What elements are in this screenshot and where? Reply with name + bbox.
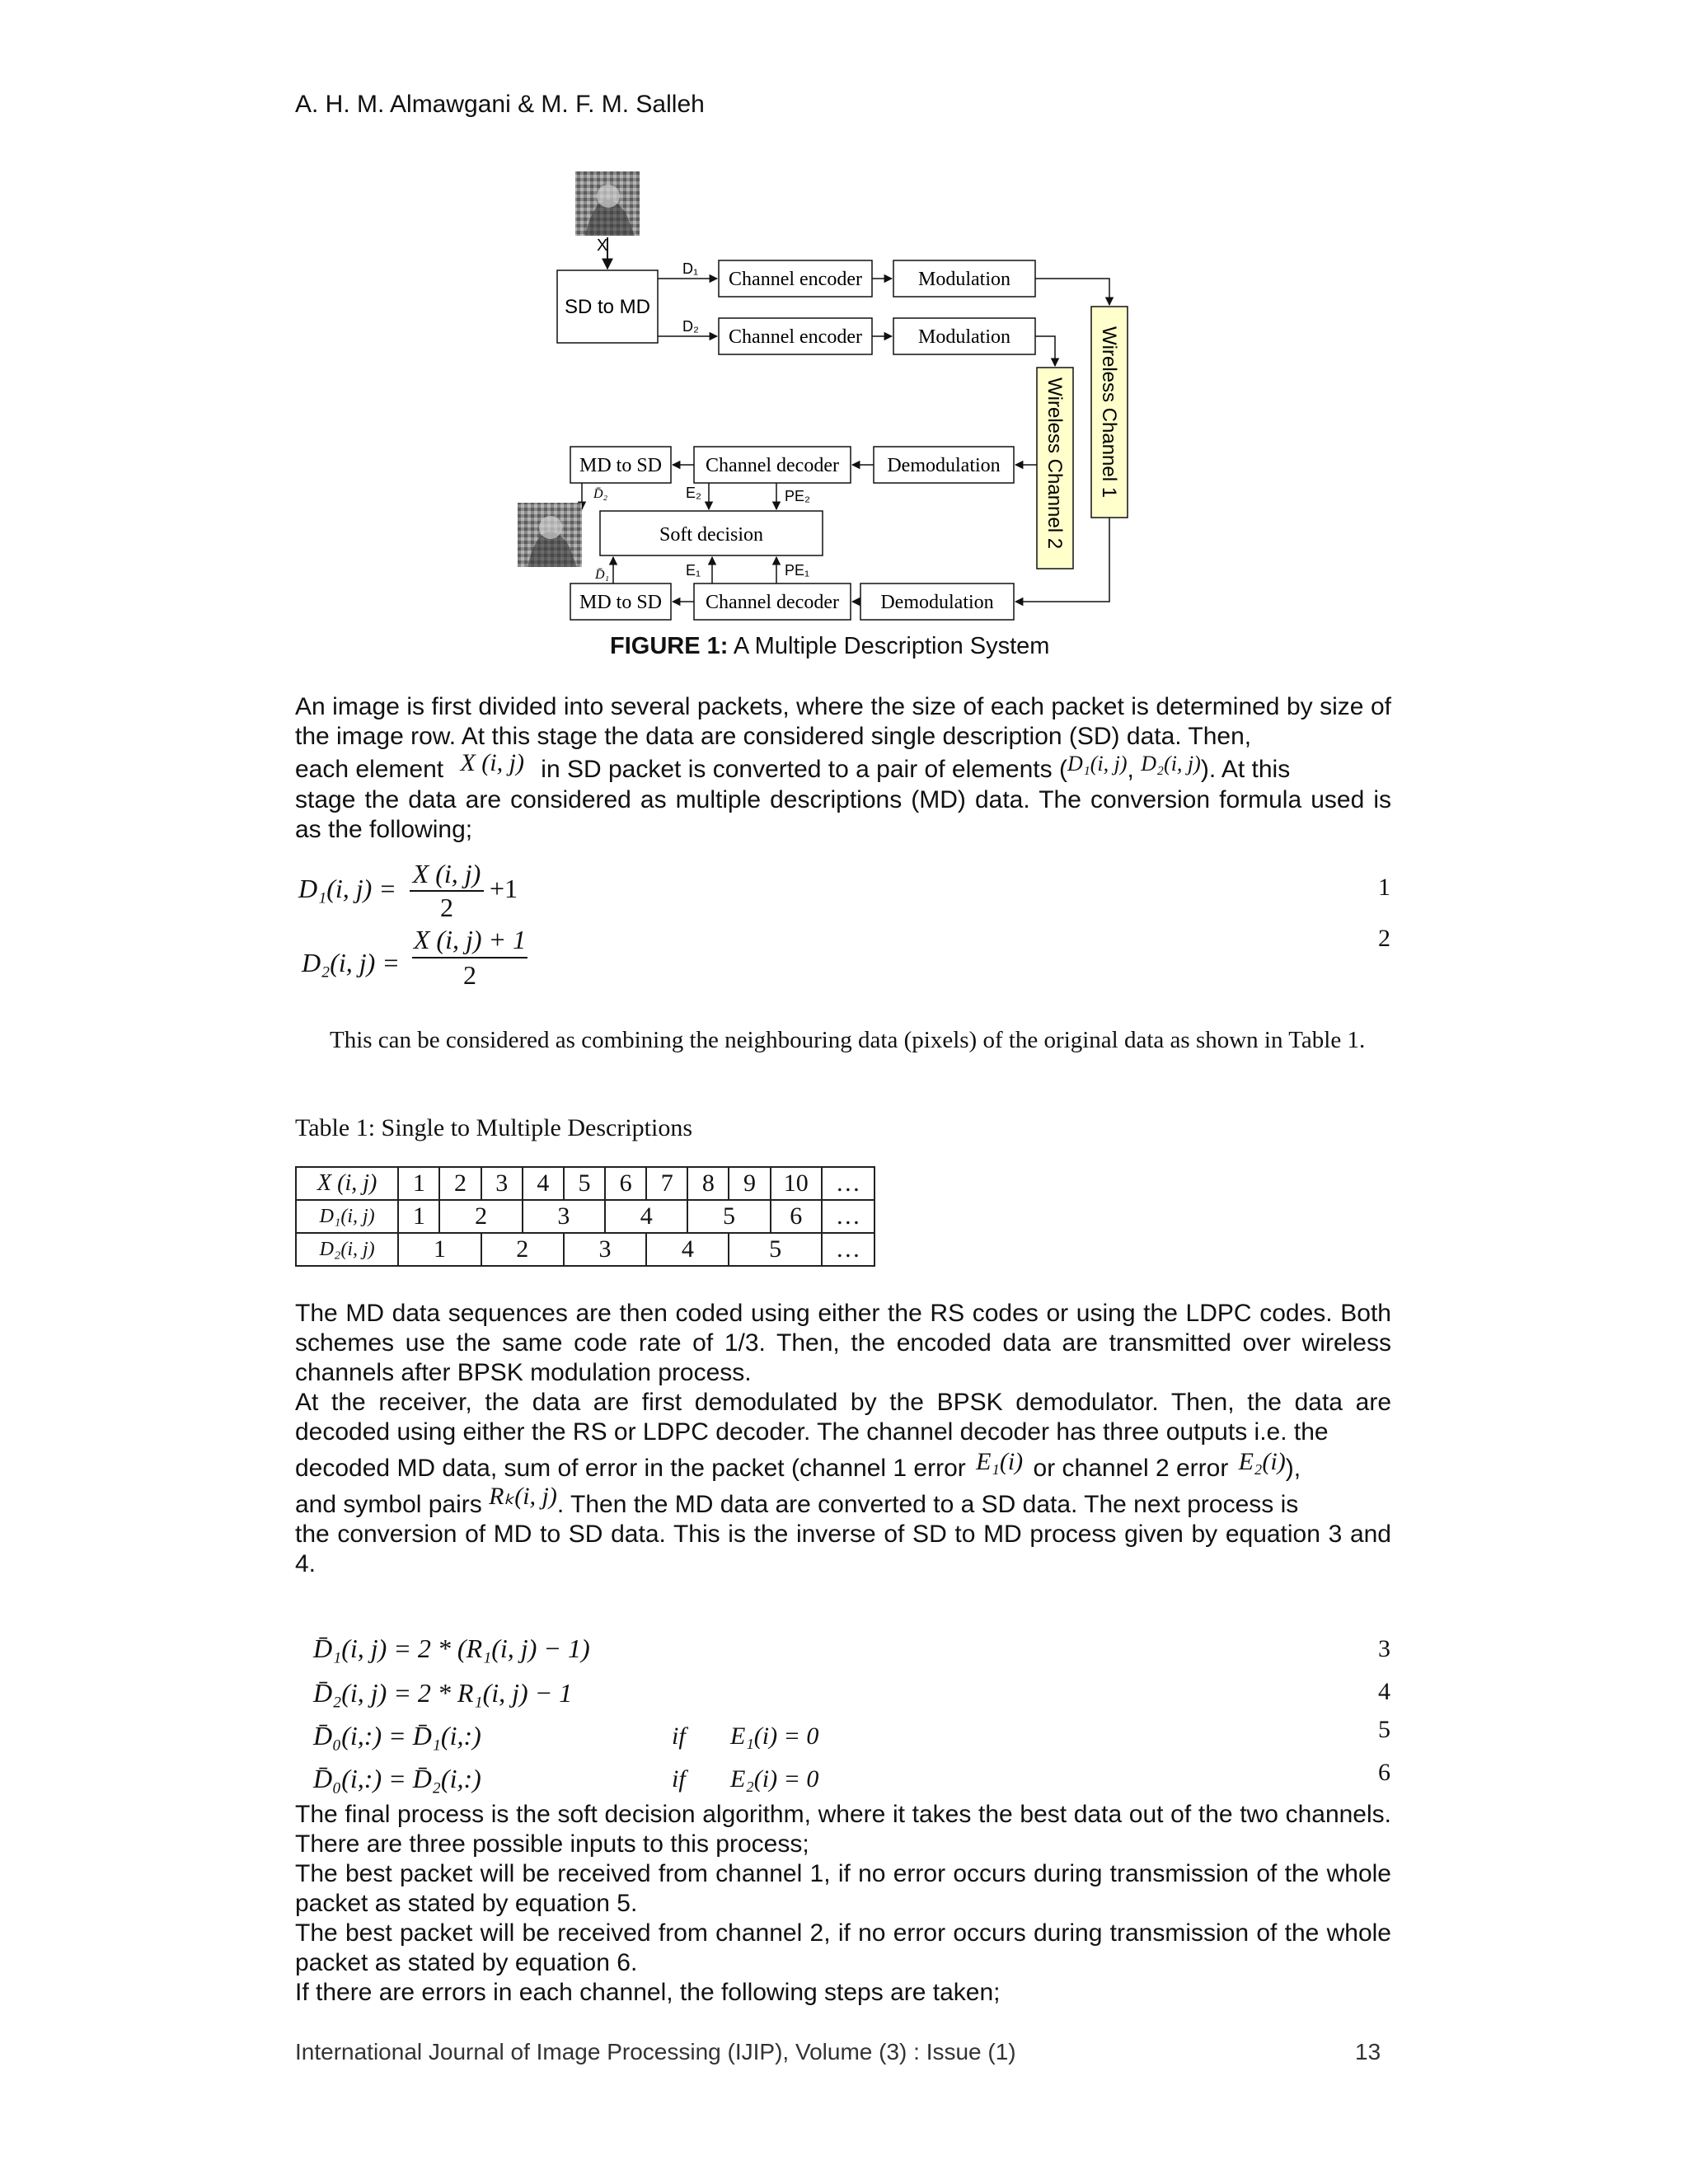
pe2-label: PE₂	[785, 488, 810, 504]
table-cell: 2	[481, 1233, 564, 1266]
paragraph-receiver-rest: the conversion of MD to SD data. This is the inverse of SD to MD process given by equation 3 and 4.	[295, 1521, 1391, 1577]
text-close: ),	[1285, 1455, 1301, 1482]
eq1-fraction	[410, 859, 484, 923]
table-cell: 3	[523, 1200, 605, 1233]
md-to-sd-bottom-label: MD to SD	[579, 592, 663, 613]
equation-3: D̄₁(i, j) = 2 * (R₁(i, j) − 1)	[313, 1633, 590, 1663]
eq5-condition: E₁(i) = 0	[730, 1722, 819, 1750]
soft-decision-label: Soft decision	[659, 524, 763, 546]
math-e2: E₂(i)	[1238, 1448, 1286, 1475]
figure-caption-label: FIGURE 1:	[610, 633, 729, 659]
eq1-tail: +1	[490, 874, 518, 903]
equation-4: D̄₂(i, j) = 2 * R₁(i, j) − 1	[313, 1678, 573, 1708]
channel-decoder-bottom-label: Channel decoder	[706, 592, 839, 613]
table-row-label: D₁(i, j)	[296, 1200, 398, 1233]
math-d1-ij: D₁(i, j)	[1067, 752, 1128, 776]
paragraph-intro	[295, 692, 1391, 845]
channel-decoder-top-label: Channel decoder	[706, 455, 839, 476]
eq6-condition: E₂(i) = 0	[730, 1765, 819, 1793]
footer-page-number: 13	[1355, 2039, 1381, 2064]
eq6-number: 6	[1378, 1759, 1390, 1786]
table-cell: 1	[398, 1200, 439, 1233]
table-cell: 6	[605, 1167, 646, 1200]
table-row-d1	[296, 1200, 874, 1233]
paragraph-intro-rest: stage the data are considered as multiple descriptions (MD) data. The conversion formula used is as the following;	[295, 786, 1391, 843]
table-cell: 9	[729, 1167, 770, 1200]
modulation-2-label: Modulation	[918, 326, 1010, 348]
table-cell: 6	[771, 1200, 822, 1233]
table-1-caption: Table 1: Single to Multiple Descriptions	[295, 1114, 693, 1141]
eq5-number: 5	[1378, 1716, 1390, 1743]
running-header: A. H. M. Almawgani & M. F. M. Salleh	[295, 91, 705, 118]
table-cell: 3	[481, 1167, 523, 1200]
text-comma: ,	[1127, 756, 1134, 783]
table-cell: 7	[646, 1167, 687, 1200]
table-cell: …	[822, 1233, 874, 1266]
paragraph-receiver	[295, 1388, 1391, 1579]
equation-2	[298, 925, 1395, 999]
paragraph-receiver-line-symbols	[295, 1483, 1391, 1520]
channel-encoder-1-label: Channel encoder	[729, 269, 862, 290]
md-to-sd-top-label: MD to SD	[579, 455, 663, 476]
text-at-this: ). At this	[1200, 756, 1291, 783]
d1-label: D₁	[682, 260, 699, 277]
paragraph-receiver-line1: At the receiver, the data are first demodulated by the BPSK demodulator. Then, the data are decoded using either the RS or LDPC decoder. The channel decoder has three outputs i.e. the	[295, 1389, 1391, 1446]
table-cell: 5	[564, 1167, 605, 1200]
x-label: X	[597, 237, 608, 255]
text-or-channel-2: or channel 2 error	[1033, 1455, 1229, 1482]
output-image	[518, 503, 582, 567]
demodulation-top-label: Demodulation	[887, 455, 1001, 476]
table-cell: 3	[564, 1233, 646, 1266]
eq5-if: if	[672, 1722, 686, 1750]
eq1-number: 1	[1378, 874, 1390, 901]
math-d2-ij: D₂(i, j)	[1141, 752, 1201, 776]
figure-caption	[610, 633, 1049, 660]
wireless-channel-1-label: Wireless Channel 1	[1098, 326, 1120, 499]
eq1-denominator: 2	[440, 893, 453, 922]
eq3-number: 3	[1378, 1635, 1390, 1662]
table-cell: 4	[646, 1233, 729, 1266]
eq2-numerator: X (i, j) + 1	[413, 925, 527, 954]
equation-1	[298, 859, 1395, 923]
input-image	[575, 171, 640, 236]
paragraph-neighbouring: This can be considered as combining the neighbouring data (pixels) of the original data as shown in Table 1.	[330, 1027, 1366, 1053]
footer-journal: International Journal of Image Processing (IJIP), Volume (3) : Issue (1)	[295, 2039, 1016, 2064]
eq2-lhs: D₂(i, j) =	[302, 948, 400, 977]
eq2-number: 2	[1378, 925, 1390, 952]
pe1-label: PE₁	[785, 562, 810, 579]
paragraph-intro-line1: An image is first divided into several packets, where the size of each packet is determined by size of the image row. At this stage the data are considered single description (SD) data. Then,	[295, 693, 1391, 750]
equation-6: D̄₀(i,:) = D̄₂(i,:)	[313, 1764, 481, 1793]
table-cell: 10	[771, 1167, 822, 1200]
table-row-d2	[296, 1233, 874, 1266]
table-row-label: D₂(i, j)	[296, 1233, 398, 1266]
equation-5: D̄₀(i,:) = D̄₁(i,:)	[313, 1721, 481, 1750]
e1-label: E₁	[686, 562, 701, 579]
table-row-x	[296, 1167, 874, 1200]
math-e1: E₁(i)	[976, 1448, 1024, 1475]
text-then: . Then the MD data are converted to a SD data. The next process is	[556, 1491, 1299, 1518]
math-rk: Rₖ(i, j)	[489, 1483, 557, 1510]
table-cell: 1	[398, 1233, 481, 1266]
eq1-numerator: X (i, j)	[412, 859, 481, 888]
d1-hat-label: D̄₁	[595, 568, 610, 582]
math-x-ij: X (i, j)	[460, 749, 524, 776]
table-1	[295, 1166, 875, 1267]
table-cell: 1	[398, 1167, 439, 1200]
d2-label: D₂	[682, 318, 699, 335]
table-cell: 2	[439, 1167, 481, 1200]
figure-caption-text: A Multiple Description System	[728, 633, 1050, 659]
table-cell: 5	[687, 1200, 770, 1233]
paragraph-intro-line-elements	[295, 749, 1391, 785]
table-row-label: X (i, j)	[296, 1167, 398, 1200]
table-cell: 8	[687, 1167, 729, 1200]
d2-hat-label: D̄₂	[593, 487, 608, 501]
table-cell: …	[822, 1167, 874, 1200]
table-cell: 4	[605, 1200, 687, 1233]
modulation-1-label: Modulation	[918, 269, 1010, 290]
e2-label: E₂	[686, 485, 701, 501]
table-cell: 5	[729, 1233, 821, 1266]
text-symbol-pairs: and symbol pairs	[295, 1491, 482, 1518]
paragraph-channel-1: The best packet will be received from channel 1, if no error occurs during transmission of the whole packet as stated by equation 5.	[295, 1860, 1391, 1917]
table-cell: 2	[439, 1200, 522, 1233]
wireless-channel-2-label: Wireless Channel 2	[1043, 377, 1066, 550]
paragraph-coding: The MD data sequences are then coded using either the RS codes or using the LDPC codes. Both schemes use the same code rate of 1/3. Then, the encoded data are transmitted over wireless channels after BPSK modulation process.	[295, 1300, 1391, 1386]
paragraph-errors: If there are errors in each channel, the following steps are taken;	[295, 1979, 1001, 2006]
eq2-fraction	[412, 925, 528, 991]
figure-1	[511, 165, 1137, 643]
sd-to-md-label: SD to MD	[564, 296, 651, 318]
table-cell: …	[822, 1200, 874, 1233]
eq1-lhs: D₁(i, j) =	[298, 874, 396, 903]
channel-encoder-2-label: Channel encoder	[729, 326, 862, 348]
text-decoded: decoded MD data, sum of error in the packet (channel 1 error	[295, 1455, 966, 1482]
eq6-if: if	[672, 1765, 686, 1793]
table-cell: 4	[523, 1167, 564, 1200]
demodulation-bottom-label: Demodulation	[880, 592, 994, 613]
eq2-denominator: 2	[463, 960, 476, 990]
text-in-sd: in SD packet is converted to a pair of elements (	[541, 756, 1067, 783]
text-each-element: each element	[295, 756, 444, 783]
paragraph-channel-2: The best packet will be received from channel 2, if no error occurs during transmission of the whole packet as stated by equation 6.	[295, 1919, 1391, 1976]
paragraph-receiver-line-errors	[295, 1448, 1391, 1483]
eq4-number: 4	[1378, 1678, 1390, 1705]
paragraph-soft-decision: The final process is the soft decision algorithm, where it takes the best data out of the two channels. There are three possible inputs to this process;	[295, 1801, 1391, 1858]
block-diagram	[511, 165, 1137, 643]
